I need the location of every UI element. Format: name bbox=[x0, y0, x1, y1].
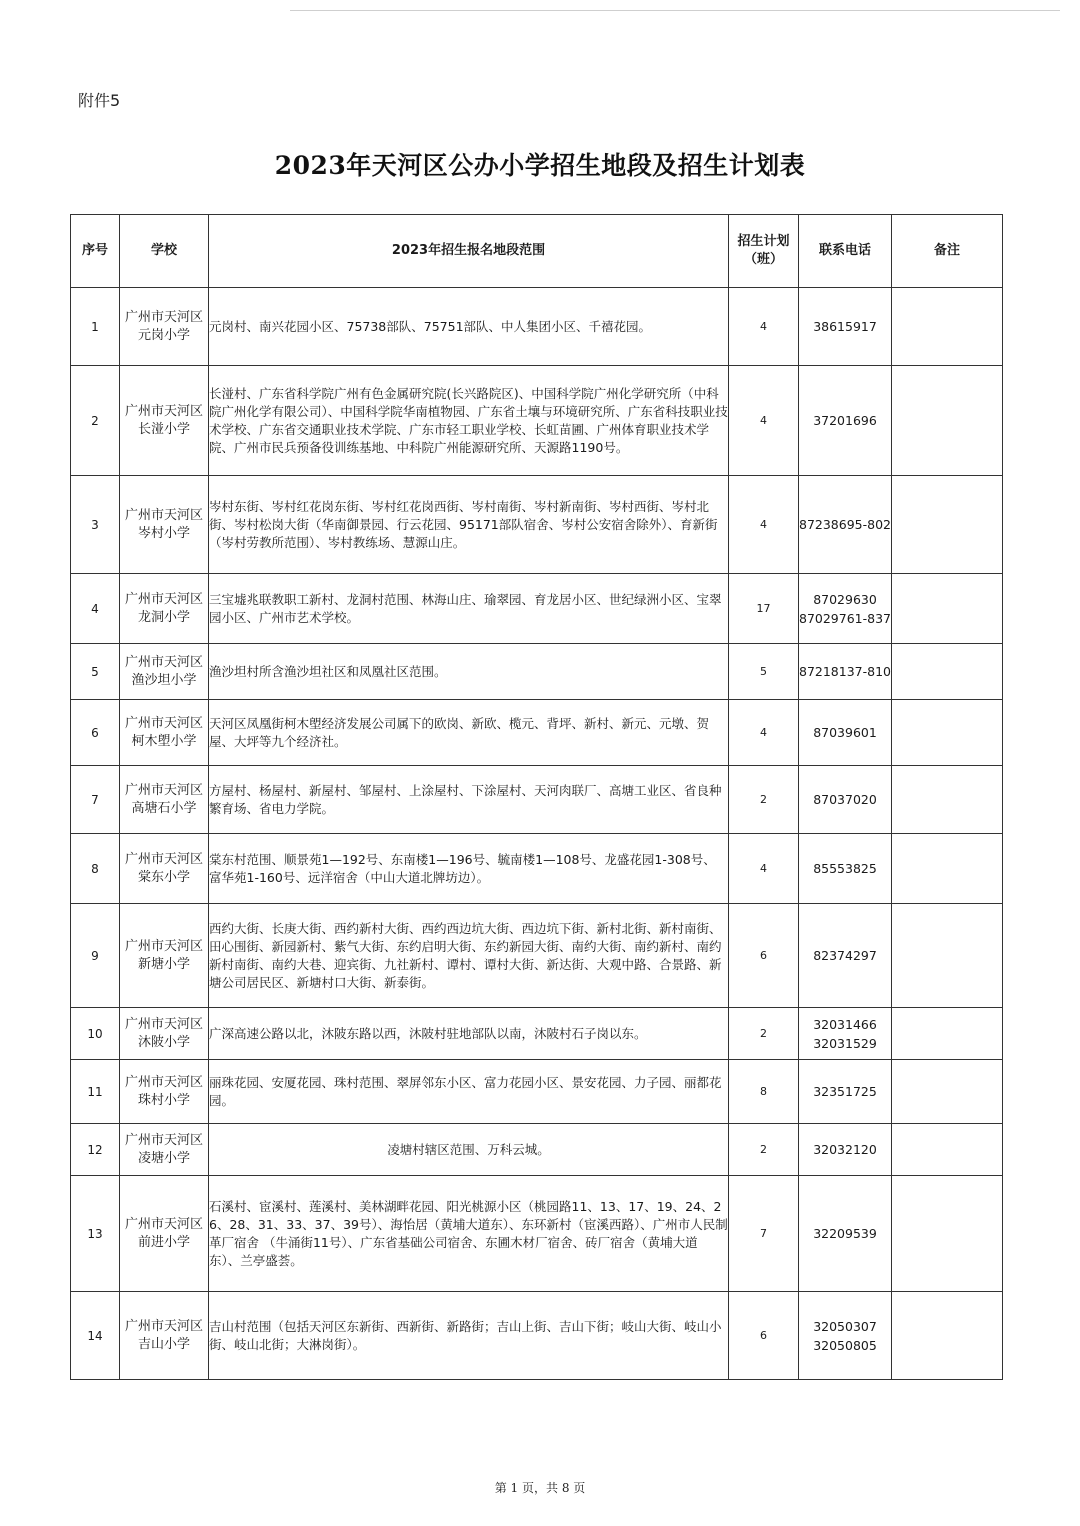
cell-num: 14 bbox=[71, 1292, 120, 1380]
cell-note bbox=[892, 366, 1003, 476]
table-header-row bbox=[71, 215, 1003, 288]
cell-plan: 2 bbox=[729, 766, 799, 834]
cell-phone: 87029630 87029761-837 bbox=[799, 574, 892, 644]
header-range: 2023年招生报名地段范围 bbox=[209, 215, 729, 288]
cell-note bbox=[892, 1292, 1003, 1380]
cell-num: 13 bbox=[71, 1176, 120, 1292]
cell-note bbox=[892, 644, 1003, 700]
table-row bbox=[71, 1176, 1003, 1292]
cell-school: 广州市天河区 吉山小学 bbox=[120, 1292, 209, 1380]
page-footer: 第 1 页，共 8 页 bbox=[494, 1481, 586, 1495]
cell-plan: 4 bbox=[729, 700, 799, 766]
cell-plan: 2 bbox=[729, 1124, 799, 1176]
cell-phone: 38615917 bbox=[799, 288, 892, 366]
cell-range: 岑村东街、岑村红花岗东街、岑村红花岗西街、岑村南街、岑村新南街、岑村西街、岑村北街、岑村松岗大街（华南御景园、行云花园、95171部队宿舍、岑村公安宿舍除外）、育新街（岑村劳教所范围）、岑村教练场、慧源山庄。 bbox=[209, 476, 729, 574]
cell-range: 天河区凤凰街柯木塱经济发展公司属下的欧岗、新欧、榄元、背坪、新村、新元、元墩、贺屋、大坪等九个经济社。 bbox=[209, 700, 729, 766]
cell-range: 吉山村范围（包括天河区东新街、西新街、新路街；吉山上街、吉山下街；岐山大街、岐山小街、岐山北街；大淋岗街）。 bbox=[209, 1292, 729, 1380]
cell-range: 方屋村、杨屋村、新屋村、邹屋村、上涂屋村、下涂屋村、天河肉联厂、高塘工业区、省良种繁育场、省电力学院。 bbox=[209, 766, 729, 834]
cell-plan: 6 bbox=[729, 1292, 799, 1380]
cell-num: 1 bbox=[71, 288, 120, 366]
cell-school: 广州市天河区 凌塘小学 bbox=[120, 1124, 209, 1176]
cell-note bbox=[892, 574, 1003, 644]
cell-school: 广州市天河区 长湴小学 bbox=[120, 366, 209, 476]
cell-note bbox=[892, 904, 1003, 1008]
cell-plan: 5 bbox=[729, 644, 799, 700]
cell-note bbox=[892, 834, 1003, 904]
table-row bbox=[71, 476, 1003, 574]
cell-range: 广深高速公路以北，沐陂东路以西，沐陂村驻地部队以南，沐陂村石子岗以东。 bbox=[209, 1008, 729, 1060]
table-row bbox=[71, 766, 1003, 834]
cell-range: 石溪村、宦溪村、莲溪村、美林湖畔花园、阳光桃源小区（桃园路11、13、17、19、24、26、28、31、33、37、39号）、海怡居（黄埔大道东）、东环新村（宦溪西路）、广州市人民制革厂宿舍 （牛涌街11号）、广东省基础公司宿舍、东圃木材厂宿舍、砖厂宿舍（黄埔大道东）、兰亭盛荟。 bbox=[209, 1176, 729, 1292]
cell-num: 3 bbox=[71, 476, 120, 574]
cell-num: 11 bbox=[71, 1060, 120, 1124]
cell-range: 丽珠花园、安厦花园、珠村范围、翠屏邻东小区、富力花园小区、景安花园、力子园、丽都花园。 bbox=[209, 1060, 729, 1124]
table-row bbox=[71, 644, 1003, 700]
cell-num: 10 bbox=[71, 1008, 120, 1060]
cell-phone: 32050307 32050805 bbox=[799, 1292, 892, 1380]
cell-school: 广州市天河区 元岗小学 bbox=[120, 288, 209, 366]
cell-note bbox=[892, 476, 1003, 574]
cell-num: 9 bbox=[71, 904, 120, 1008]
cell-plan: 7 bbox=[729, 1176, 799, 1292]
cell-num: 5 bbox=[71, 644, 120, 700]
table-row bbox=[71, 834, 1003, 904]
scan-edge-line bbox=[290, 10, 1060, 11]
cell-phone: 32351725 bbox=[799, 1060, 892, 1124]
cell-num: 4 bbox=[71, 574, 120, 644]
cell-phone: 87039601 bbox=[799, 700, 892, 766]
cell-plan: 6 bbox=[729, 904, 799, 1008]
cell-school: 广州市天河区 龙洞小学 bbox=[120, 574, 209, 644]
cell-note bbox=[892, 700, 1003, 766]
cell-school: 广州市天河区 新塘小学 bbox=[120, 904, 209, 1008]
cell-plan: 4 bbox=[729, 288, 799, 366]
table-row bbox=[71, 904, 1003, 1008]
cell-plan: 4 bbox=[729, 834, 799, 904]
cell-plan: 8 bbox=[729, 1060, 799, 1124]
cell-school: 广州市天河区 渔沙坦小学 bbox=[120, 644, 209, 700]
document-title: 2023年天河区公办小学招生地段及招生计划表 bbox=[274, 151, 806, 180]
table-row bbox=[71, 288, 1003, 366]
cell-num: 8 bbox=[71, 834, 120, 904]
cell-range: 渔沙坦村所含渔沙坦社区和凤凰社区范围。 bbox=[209, 644, 729, 700]
table-row bbox=[71, 1008, 1003, 1060]
cell-range: 棠东村范围、顺景苑1—192号、东南楼1—196号、毓南楼1—108号、龙盛花园1-308号、富华苑1-160号、远洋宿舍（中山大道北牌坊边）。 bbox=[209, 834, 729, 904]
table-row bbox=[71, 1060, 1003, 1124]
table-row bbox=[71, 700, 1003, 766]
cell-phone: 82374297 bbox=[799, 904, 892, 1008]
cell-phone: 32209539 bbox=[799, 1176, 892, 1292]
cell-school: 广州市天河区 珠村小学 bbox=[120, 1060, 209, 1124]
cell-school: 广州市天河区 沐陂小学 bbox=[120, 1008, 209, 1060]
cell-note bbox=[892, 288, 1003, 366]
cell-phone: 37201696 bbox=[799, 366, 892, 476]
cell-phone: 87218137-810 bbox=[799, 644, 892, 700]
cell-plan: 17 bbox=[729, 574, 799, 644]
header-num: 序号 bbox=[71, 215, 120, 288]
cell-phone: 85553825 bbox=[799, 834, 892, 904]
cell-note bbox=[892, 1176, 1003, 1292]
cell-plan: 4 bbox=[729, 366, 799, 476]
cell-range: 西约大街、长庚大街、西约新村大街、西约西边坑大街、西边坑下街、新村北街、新村南街、田心围街、新园新村、紫气大街、东约启明大街、东约新园大街、南约大街、南约新村、南约新村南街、南约大巷、迎宾街、九社新村、谭村、谭村大街、新达街、大观中路、合景路、新塘公司居民区、新塘村口大街、新泰街。 bbox=[209, 904, 729, 1008]
header-plan: 招生计划（班） bbox=[729, 215, 799, 288]
header-phone: 联系电话 bbox=[799, 215, 892, 288]
cell-range: 凌塘村辖区范围、万科云城。 bbox=[209, 1124, 729, 1176]
cell-num: 2 bbox=[71, 366, 120, 476]
cell-school: 广州市天河区 岑村小学 bbox=[120, 476, 209, 574]
cell-plan: 4 bbox=[729, 476, 799, 574]
table-row bbox=[71, 366, 1003, 476]
cell-note bbox=[892, 1008, 1003, 1060]
cell-range: 元岗村、南兴花园小区、75738部队、75751部队、中人集团小区、千禧花园。 bbox=[209, 288, 729, 366]
cell-phone: 87037020 bbox=[799, 766, 892, 834]
attachment-label: 附件5 bbox=[78, 91, 121, 110]
cell-phone: 87238695-802 bbox=[799, 476, 892, 574]
cell-range: 长湴村、广东省科学院广州有色金属研究院(长兴路院区)、中国科学院广州化学研究所（中科院广州化学有限公司）、中国科学院华南植物园、广东省土壤与环境研究所、广东省科技职业技术学校、广东省交通职业技术学院、广东市轻工职业学校、长虹苗圃、广州体育职业技术学院、广州市民兵预备役训练基地、中科院广州能源研究所、天源路1190号。 bbox=[209, 366, 729, 476]
cell-plan: 2 bbox=[729, 1008, 799, 1060]
table-body bbox=[71, 288, 1003, 1380]
header-note: 备注 bbox=[892, 215, 1003, 288]
table-row bbox=[71, 1124, 1003, 1176]
cell-school: 广州市天河区 前进小学 bbox=[120, 1176, 209, 1292]
cell-school: 广州市天河区 高塘石小学 bbox=[120, 766, 209, 834]
enrollment-plan-table bbox=[70, 214, 1003, 1380]
cell-school: 广州市天河区 柯木塱小学 bbox=[120, 700, 209, 766]
cell-num: 12 bbox=[71, 1124, 120, 1176]
cell-note bbox=[892, 766, 1003, 834]
table-row bbox=[71, 1292, 1003, 1380]
cell-phone: 32032120 bbox=[799, 1124, 892, 1176]
cell-note bbox=[892, 1124, 1003, 1176]
cell-phone: 32031466 32031529 bbox=[799, 1008, 892, 1060]
header-school: 学校 bbox=[120, 215, 209, 288]
cell-range: 三宝墟兆联教职工新村、龙洞村范围、林海山庄、瑜翠园、育龙居小区、世纪绿洲小区、宝翠园小区、广州市艺术学校。 bbox=[209, 574, 729, 644]
cell-num: 6 bbox=[71, 700, 120, 766]
cell-note bbox=[892, 1060, 1003, 1124]
cell-school: 广州市天河区 棠东小学 bbox=[120, 834, 209, 904]
cell-num: 7 bbox=[71, 766, 120, 834]
table-row bbox=[71, 574, 1003, 644]
